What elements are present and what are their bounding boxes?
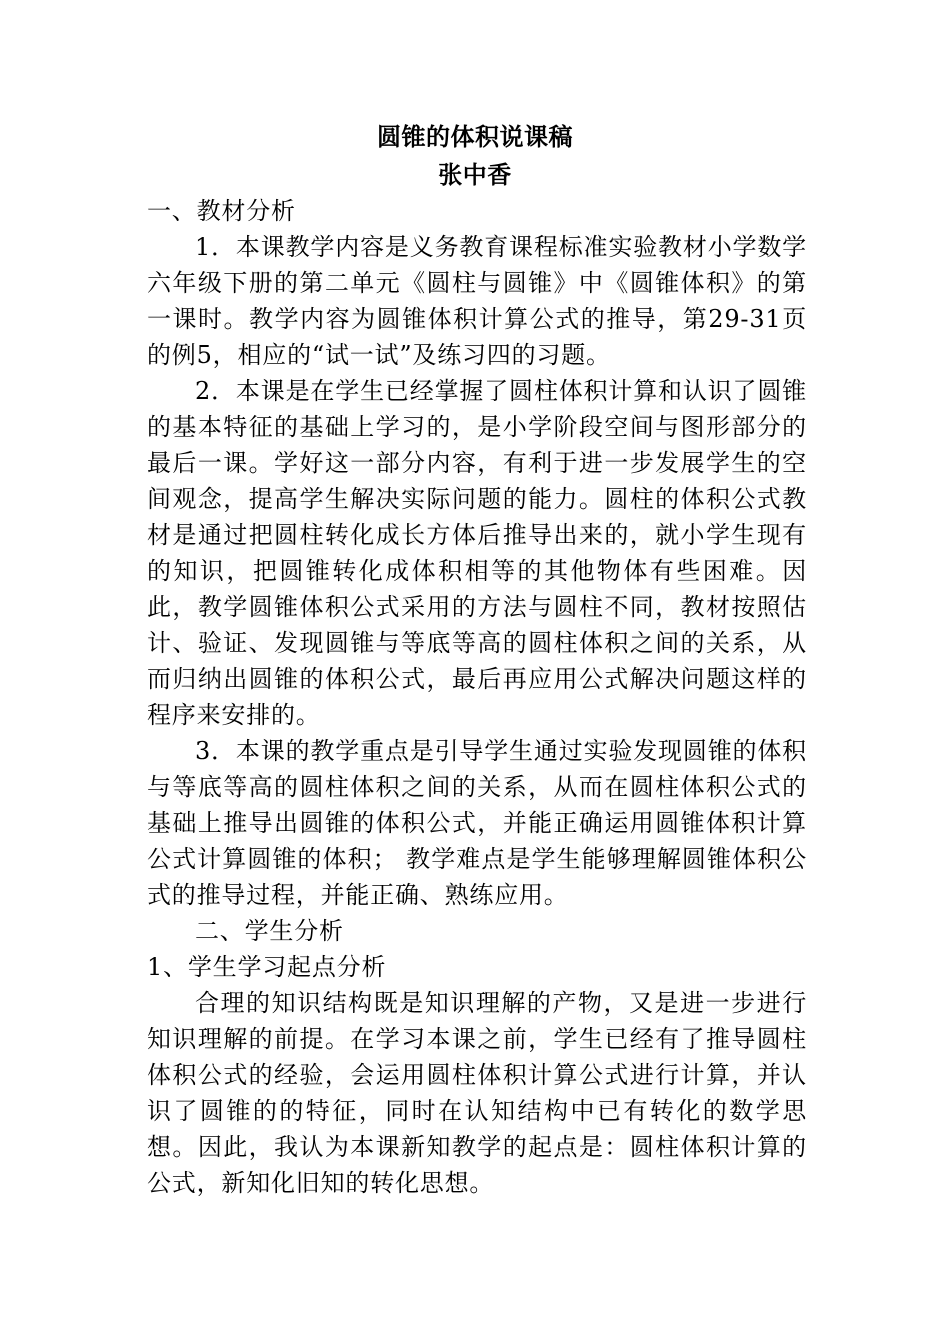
document-author: 张中香 [438,161,512,189]
paragraph-lesson-content: 1．本课教学内容是义务教育课程标准实验教材小学数学六年级下册的第二单元《圆柱与圆锥》中《圆锥体积》的第一课时。教学内容为圆锥体积计算公式的推导，第29-31页的例5，相应的“试一试”及练习四的习题。 [147,233,807,369]
section-heading-textbook-analysis: 一、教材分析 [147,197,296,225]
section-heading-student-analysis: 二、学生分析 [195,917,344,945]
document-body [147,193,807,1201]
paragraph-lesson-background: 2．本课是在学生已经掌握了圆柱体积计算和认识了圆锥的基本特征的基础上学习的，是小学阶段空间与图形部分的最后一课。学好这一部分内容，有利于进一步发展学生的空间观念，提高学生解决实际问题的能力。圆柱的体积公式教材是通过把圆柱转化成长方体后推导出来的，就小学生现有的知识，把圆锥转化成体积相等的其他物体有些困难。因此，教学圆锥体积公式采用的方法与圆柱不同，教材按照估计、验证、发现圆锥与等底等高的圆柱体积之间的关系，从而归纳出圆锥的体积公式，最后再应用公式解决问题这样的程序来安排的。 [147,377,807,729]
paragraph-starting-point: 合理的知识结构既是知识理解的产物，又是进一步进行知识理解的前提。在学习本课之前，学生已经有了推导圆柱体积公式的经验，会运用圆柱体积计算公式进行计算，并认识了圆锥的的特征，同时在认知结构中已有转化的数学思想。因此，我认为本课新知教学的起点是：圆柱体积计算的公式，新知化旧知的转化思想。 [147,989,807,1197]
paragraph-key-points: 3．本课的教学重点是引导学生通过实验发现圆锥的体积与等底等高的圆柱体积之间的关系，从而在圆柱体积公式的基础上推导出圆锥的体积公式，并能正确运用圆锥体积计算公式计算圆锥的体积； 教学难点是学生能够理解圆锥体积公式的推导过程，并能正确、熟练应用。 [147,737,807,909]
document-title: 圆锥的体积说课稿 [377,123,573,151]
subheading-starting-point: 1、学生学习起点分析 [147,953,387,981]
